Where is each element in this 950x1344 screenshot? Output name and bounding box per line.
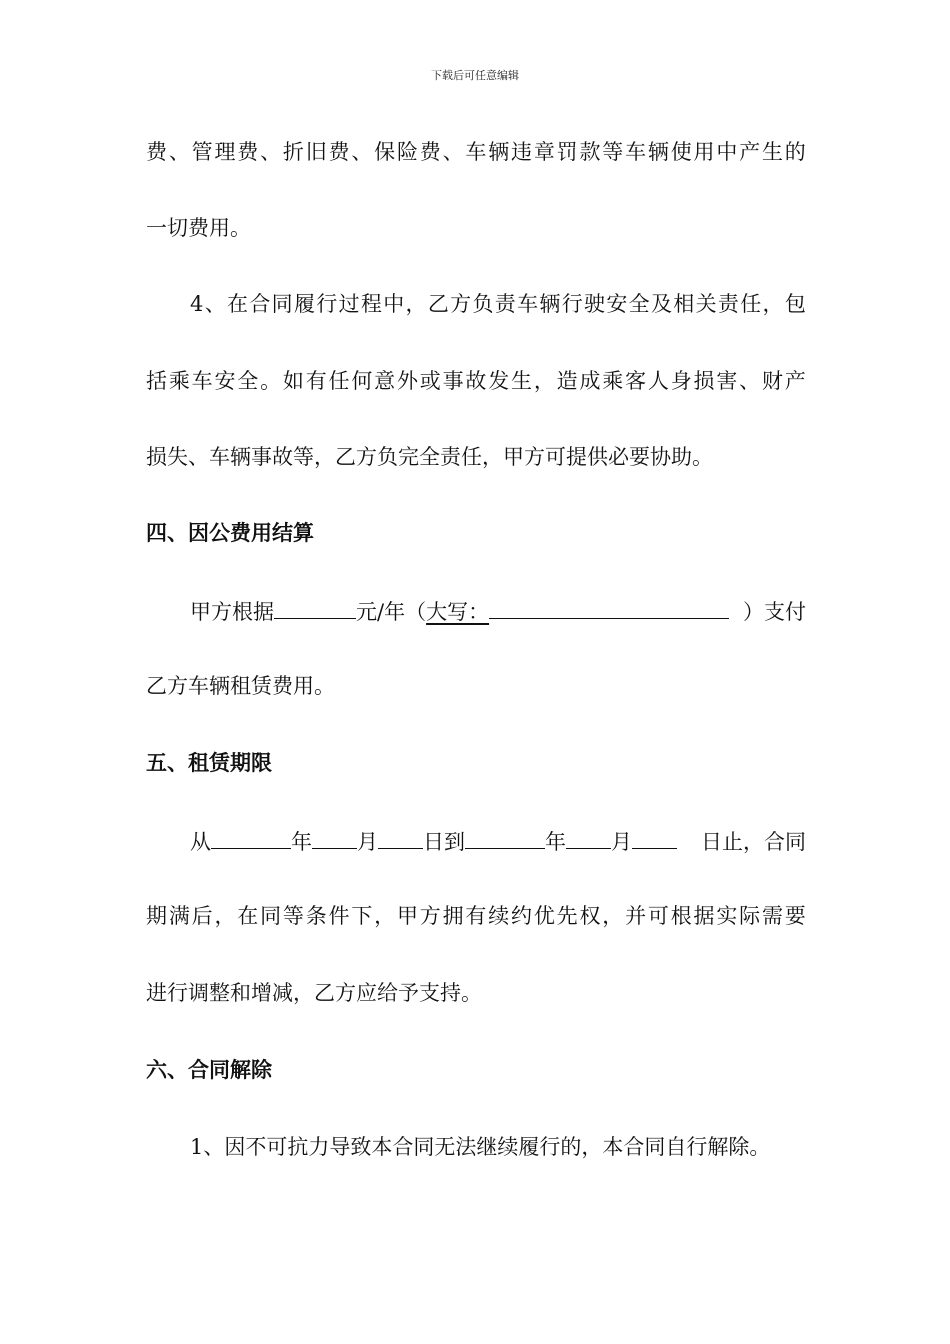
- body-line: [146, 902, 806, 930]
- glyph: 权: [579, 904, 601, 928]
- glyph: 责: [717, 292, 739, 316]
- glyph: 外: [396, 369, 418, 393]
- uppercase-label: 大写：: [426, 600, 490, 624]
- glyph: 车: [625, 140, 647, 164]
- glyph: 罚: [556, 140, 578, 164]
- glyph: 费: [419, 140, 441, 164]
- glyph: ，: [374, 904, 396, 928]
- glyph: 方: [419, 904, 441, 928]
- glyph: 造: [556, 369, 578, 393]
- glyph: ，: [405, 292, 427, 316]
- glyph: 的: [784, 140, 806, 164]
- glyph: 损: [693, 369, 715, 393]
- glyph: 乘: [168, 369, 190, 393]
- glyph: 管: [191, 140, 213, 164]
- glyph: 费: [146, 140, 167, 164]
- glyph: 可: [647, 904, 669, 928]
- body-line: [146, 367, 806, 395]
- glyph: 包: [784, 292, 806, 316]
- term-text: 从: [190, 830, 211, 854]
- glyph: 事: [442, 369, 464, 393]
- body-line: [146, 290, 806, 318]
- glyph: 过: [338, 292, 360, 316]
- glyph: 使: [670, 140, 692, 164]
- term-text: 月: [357, 830, 378, 854]
- term-text: 年: [291, 830, 312, 854]
- glyph: 旧: [305, 140, 327, 164]
- glyph: ，: [602, 904, 624, 928]
- term-text: 年: [545, 830, 566, 854]
- glyph: 车: [517, 292, 539, 316]
- glyph: 安: [214, 369, 236, 393]
- glyph: 。: [260, 369, 282, 393]
- body-line: 1、因不可抗力导致本合同无法继续履行的，本合同自行解除。: [190, 1135, 771, 1159]
- glyph: 等: [282, 904, 304, 928]
- glyph: 下: [351, 904, 373, 928]
- end-month-blank: [566, 826, 611, 849]
- glyph: 身: [670, 369, 692, 393]
- glyph: 约: [511, 904, 532, 928]
- glyph: 并: [625, 904, 647, 928]
- glyph: 全: [237, 369, 259, 393]
- glyph: 或: [419, 369, 441, 393]
- glyph: 违: [511, 140, 532, 164]
- glyph: 4: [190, 292, 204, 316]
- glyph: 费: [328, 140, 350, 164]
- glyph: 、: [739, 369, 761, 393]
- glyph: 括: [146, 369, 167, 393]
- glyph: 在: [237, 904, 259, 928]
- glyph: 辆: [539, 292, 561, 316]
- glyph: ，: [762, 292, 784, 316]
- glyph: 任: [740, 292, 762, 316]
- glyph: 合: [249, 292, 271, 316]
- glyph: 车: [465, 140, 487, 164]
- glyph: 先: [556, 904, 578, 928]
- glyph: 同: [271, 292, 293, 316]
- start-month-blank: [312, 826, 357, 849]
- body-line: 乙方车辆租赁费用。: [146, 674, 335, 698]
- glyph: 满: [168, 904, 190, 928]
- end-year-blank: [465, 826, 545, 849]
- glyph: 用: [693, 140, 715, 164]
- glyph: 财: [761, 369, 783, 393]
- glyph: 何: [351, 369, 373, 393]
- glyph: 根: [670, 904, 692, 928]
- glyph: 后: [191, 904, 213, 928]
- glyph: 章: [533, 140, 555, 164]
- payment-unit: 元/年（: [356, 600, 427, 624]
- glyph: 乘: [602, 369, 624, 393]
- glyph: 履: [293, 292, 315, 316]
- glyph: 生: [761, 140, 783, 164]
- glyph: 等: [602, 140, 624, 164]
- start-day-blank: [378, 826, 423, 849]
- glyph: 如: [282, 369, 304, 393]
- body-line: 进行调整和增减，乙方应给予支持。: [146, 981, 482, 1005]
- glyph: 期: [146, 904, 167, 928]
- glyph: 及: [650, 292, 672, 316]
- glyph: 在: [227, 292, 248, 316]
- glyph: 同: [260, 904, 282, 928]
- glyph: 中: [716, 140, 738, 164]
- glyph: 行: [316, 292, 338, 316]
- body-line: [146, 138, 806, 166]
- section-heading: 五、租赁期限: [146, 751, 272, 775]
- glyph: 成: [579, 369, 601, 393]
- glyph: 有: [305, 369, 327, 393]
- glyph: 实: [716, 904, 738, 928]
- glyph: 际: [739, 904, 761, 928]
- term-line: [146, 826, 806, 854]
- glyph: 发: [488, 369, 510, 393]
- body-line: 损失、车辆事故等，乙方负完全责任，甲方可提供必要协助。: [146, 445, 713, 469]
- glyph: ，: [533, 369, 555, 393]
- glyph: 相: [673, 292, 695, 316]
- uppercase-amount-blank: [489, 596, 729, 619]
- glyph: 辆: [488, 140, 510, 164]
- glyph: 程: [360, 292, 382, 316]
- glyph: 拥: [442, 904, 464, 928]
- term-text: 日止，合同: [701, 830, 806, 854]
- glyph: 任: [328, 369, 350, 393]
- glyph: 生: [511, 369, 532, 393]
- glyph: 费: [237, 140, 259, 164]
- end-day-blank: [632, 826, 677, 849]
- glyph: 行: [561, 292, 583, 316]
- glyph: 安: [606, 292, 628, 316]
- section-heading: 六、合同解除: [146, 1058, 272, 1082]
- glyph: 害: [716, 369, 738, 393]
- glyph: 保: [374, 140, 396, 164]
- page-header: 下载后可任意编辑: [431, 69, 519, 82]
- glyph: 故: [465, 369, 487, 393]
- glyph: 关: [695, 292, 717, 316]
- glyph: 责: [494, 292, 516, 316]
- term-text: 日到: [423, 830, 465, 854]
- glyph: 、: [351, 140, 373, 164]
- glyph: 全: [628, 292, 650, 316]
- glyph: 、: [260, 140, 282, 164]
- glyph: 险: [396, 140, 418, 164]
- body-line: 一切费用。: [146, 216, 251, 240]
- glyph: ，: [214, 904, 236, 928]
- glyph: 意: [374, 369, 396, 393]
- glyph: 有: [465, 904, 487, 928]
- glyph: 据: [693, 904, 715, 928]
- glyph: 要: [784, 904, 806, 928]
- glyph: 产: [784, 369, 806, 393]
- glyph: 客: [625, 369, 647, 393]
- glyph: 辆: [647, 140, 669, 164]
- glyph: 优: [533, 904, 555, 928]
- glyph: 产: [739, 140, 761, 164]
- glyph: 中: [383, 292, 405, 316]
- payment-text: 甲方根据: [190, 600, 274, 624]
- amount-blank: [274, 596, 356, 619]
- payment-text-end: ）支付: [743, 600, 806, 624]
- glyph: 人: [647, 369, 669, 393]
- glyph: 续: [488, 904, 510, 928]
- glyph: 折: [282, 140, 304, 164]
- glyph: 驶: [584, 292, 605, 316]
- glyph: 车: [191, 369, 213, 393]
- glyph: 甲: [396, 904, 418, 928]
- glyph: 款: [579, 140, 601, 164]
- payment-line: [146, 596, 806, 624]
- glyph: 乙: [427, 292, 449, 316]
- section-heading: 四、因公费用结算: [146, 521, 314, 545]
- glyph: 理: [214, 140, 236, 164]
- glyph: 负: [472, 292, 494, 316]
- glyph: 、: [204, 292, 226, 316]
- glyph: 条: [305, 904, 327, 928]
- term-text: 月: [611, 830, 632, 854]
- glyph: 需: [761, 904, 783, 928]
- glyph: 、: [168, 140, 190, 164]
- glyph: 、: [442, 140, 464, 164]
- glyph: 件: [328, 904, 350, 928]
- start-year-blank: [211, 826, 291, 849]
- glyph: 方: [450, 292, 472, 316]
